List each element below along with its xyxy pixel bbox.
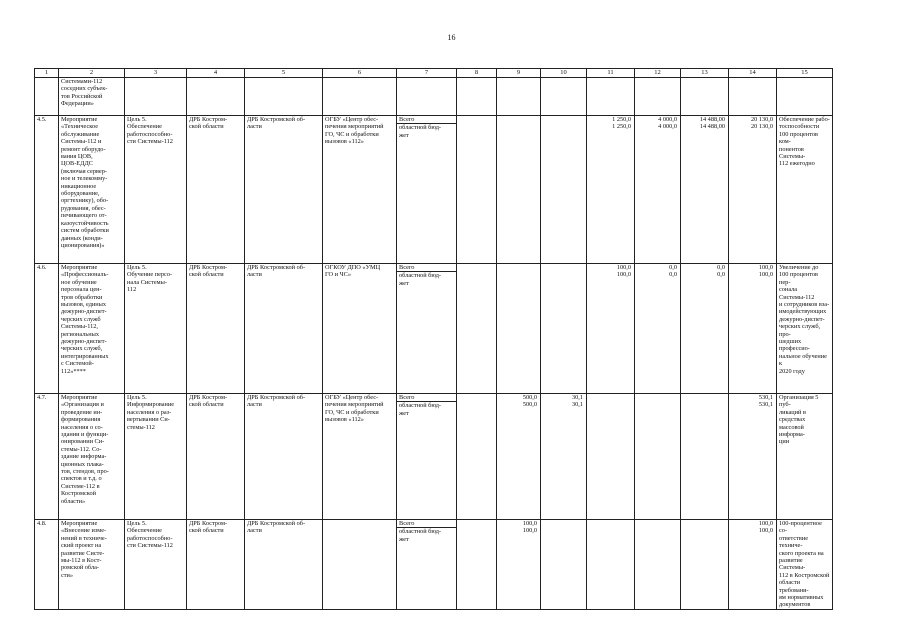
amount-col12 — [635, 520, 681, 610]
header-cell: 1 — [35, 69, 59, 78]
header-cell: 10 — [541, 69, 587, 78]
funding-source-regional: областной бюд- жет — [397, 401, 456, 417]
amount-col9-regional: 500,0 — [522, 401, 537, 409]
amount-col10-regional: 30,1 — [571, 401, 583, 409]
header-cell: 3 — [125, 69, 187, 78]
funding-source-cell — [397, 116, 457, 264]
funding-source-regional: областной бюд- жет — [397, 123, 456, 139]
amount-col8-total — [459, 116, 493, 123]
continuation-row — [35, 78, 833, 116]
amount-col8-total — [459, 520, 493, 527]
amount-col14-total: 100,0 — [758, 520, 773, 527]
amount-col9-regional: 100,0 — [522, 527, 537, 535]
amount-col14-regional: 100,0 — [758, 527, 773, 535]
funding-source-cell — [397, 520, 457, 610]
amount-col9-regional — [499, 271, 537, 278]
page-number: 16 — [447, 33, 456, 42]
amount-col8 — [457, 116, 497, 264]
amount-col10-total — [543, 264, 583, 271]
amount-col13-regional: 14 488,00 — [699, 123, 725, 131]
amount-col12-regional: 0,0 — [669, 271, 677, 279]
amount-col13 — [681, 116, 729, 264]
amount-col8-regional — [459, 123, 493, 130]
amount-col9 — [497, 520, 541, 610]
amount-col13-total: 14 488,00 — [699, 116, 725, 123]
amount-col12-total: 4 000,0 — [658, 116, 677, 123]
amount-col10 — [541, 116, 587, 264]
amount-col14-total: 20 130,0 — [750, 116, 773, 123]
amount-col8 — [457, 264, 497, 394]
amount-col14 — [729, 520, 777, 610]
amount-col12-total: 0,0 — [669, 264, 677, 271]
event-cell: Мероприятие «Техническое обслуживание Системы-112 и ремонт оборудо- вания ЦОВ, ЦОВ-ЕДДС (включая сервер- ное и телекомму- никационное оборудование, оргтехнику), обо- рудования, обес- печивающего от- казоустойчивость систем обработки данных (конди- ционирования)» — [59, 116, 125, 264]
responsible-cell: ДРБ Костром- ской области — [187, 394, 245, 520]
funding-source-total: Всего — [399, 394, 415, 401]
responsible-cell: ДРБ Костром- ской области — [187, 116, 245, 264]
amount-col8-total — [459, 264, 493, 271]
coexecutor-cell: ДРБ Костромской об- ласти — [245, 116, 323, 264]
amount-col9-total: 500,0 — [522, 394, 537, 401]
amount-col11-total — [589, 520, 631, 527]
amount-col10 — [541, 264, 587, 394]
amount-col9-total — [499, 116, 537, 123]
amount-col9-total — [499, 264, 537, 271]
amount-col11 — [587, 116, 635, 264]
amount-col13-total — [683, 394, 725, 401]
funding-source-total: Всего — [399, 116, 415, 123]
header-cell: 2 — [59, 69, 125, 78]
amount-col8-regional — [459, 527, 493, 534]
table-row — [35, 116, 833, 264]
header-row — [35, 69, 833, 78]
amount-col14-regional: 20 130,0 — [750, 123, 773, 131]
amount-col11 — [587, 264, 635, 394]
amount-col14-total: 530,1 — [758, 394, 773, 401]
event-cell: Мероприятие «Внесение изме- нений в техниче- ский проект на развитие Систе- мы-112 в Кост- ромской обла- сти» — [59, 520, 125, 610]
header-cell: 8 — [457, 69, 497, 78]
amount-col12-total — [637, 520, 677, 527]
responsible-cell: ДРБ Костром- ской области — [187, 264, 245, 394]
amount-col12-regional — [637, 527, 677, 534]
coexecutor-cell: ДРБ Костромской об- ласти — [245, 394, 323, 520]
funding-source-cell — [397, 264, 457, 394]
amount-col12 — [635, 264, 681, 394]
amount-col10 — [541, 520, 587, 610]
amount-col13 — [681, 520, 729, 610]
participant-cell: ОГКОУ ДПО «УМЦ ГО и ЧС» — [323, 264, 397, 394]
row-number: 4.7. — [35, 394, 59, 520]
header-cell: 13 — [681, 69, 729, 78]
amount-col10-regional — [543, 527, 583, 534]
amount-col8 — [457, 520, 497, 610]
header-cell: 9 — [497, 69, 541, 78]
participant-cell: ОГБУ «Центр обес- печения мероприятий ГО, ЧС и обработки вызовов «112» — [323, 116, 397, 264]
amount-col9 — [497, 394, 541, 520]
result-cell: Обеспечение рабо- тоспособности 100 процентов ком- понентов Системы- 112 ежегодно — [777, 116, 833, 264]
amount-col9-total: 100,0 — [522, 520, 537, 527]
amount-col11-total — [589, 394, 631, 401]
amount-col9-regional — [499, 123, 537, 130]
result-cell: Увеличение до 100 процентов пер- сонала Системы-112 и сотрудников вза- имодействующих дежурно-диспет- черских служб, про- шедших профессио- нальное обучение к 2020 году — [777, 264, 833, 394]
amount-col8 — [457, 394, 497, 520]
header-cell: 12 — [635, 69, 681, 78]
goal-cell: Цель 5. Обеспечение работоспособно- сти Системы-112 — [125, 520, 187, 610]
header-cell: 7 — [397, 69, 457, 78]
header-cell: 4 — [187, 69, 245, 78]
amount-col14-regional: 530,1 — [758, 401, 773, 409]
amount-col14 — [729, 264, 777, 394]
funding-source-regional: областной бюд- жет — [397, 271, 456, 287]
amount-col8-total — [459, 394, 493, 401]
event-cell: Мероприятие «Профессиональ- ное обучение персонала цен- тров обработки вызовов, единых дежурно-диспет- черских служб Системы-112, региональных дежурно-диспет- черских служб, интегрированных с Системой- 112»**** — [59, 264, 125, 394]
funding-source-total: Всего — [399, 520, 415, 527]
row-number: 4.8. — [35, 520, 59, 610]
participant-cell — [323, 520, 397, 610]
amount-col11-regional — [589, 401, 631, 408]
responsible-cell: ДРБ Костром- ской области — [187, 520, 245, 610]
amount-col12-regional: 4 000,0 — [658, 123, 677, 131]
amount-col13 — [681, 394, 729, 520]
amount-col14-total: 100,0 — [758, 264, 773, 271]
table-row — [35, 394, 833, 520]
amount-col10-total — [543, 116, 583, 123]
funding-source-total: Всего — [399, 264, 415, 271]
amount-col11 — [587, 394, 635, 520]
goal-cell: Цель 5. Обучение персо- нала Системы- 112 — [125, 264, 187, 394]
amount-col14 — [729, 116, 777, 264]
amount-col13-regional: 0,0 — [717, 271, 725, 279]
amount-col10-total — [543, 520, 583, 527]
goal-cell: Цель 5. Информирование населения о раз- вертывании Си- стемы-112 — [125, 394, 187, 520]
event-cell: Мероприятие «Организация и проведение ин- формирования населения о со- здании и функци- онировании Си- стемы-112. Со- здание информа- ционных плака- тов, стендов, про- спектов и т.д. о Системе-112 в Костромской области» — [59, 394, 125, 520]
amount-col11-regional: 1 250,0 — [612, 123, 631, 131]
amount-col12 — [635, 394, 681, 520]
amount-col9 — [497, 264, 541, 394]
table-row — [35, 520, 833, 610]
amount-col11-regional: 100,0 — [616, 271, 631, 279]
amount-col8-regional — [459, 401, 493, 408]
amount-col11 — [587, 520, 635, 610]
funding-source-cell — [397, 394, 457, 520]
participant-cell: ОГБУ «Центр обес- печения мероприятий ГО, ЧС и обработки вызовов «112» — [323, 394, 397, 520]
header-cell: 14 — [729, 69, 777, 78]
program-table — [34, 68, 833, 610]
funding-source-regional: областной бюд- жет — [397, 527, 456, 543]
amount-col11-regional — [589, 527, 631, 534]
amount-col14-regional: 100,0 — [758, 271, 773, 279]
result-cell: Организация 5 пуб- ликаций в средствах массовой информа- ции — [777, 394, 833, 520]
amount-col13 — [681, 264, 729, 394]
amount-col14 — [729, 394, 777, 520]
header-cell: 11 — [587, 69, 635, 78]
header-cell: 6 — [323, 69, 397, 78]
result-cell: 100-процентное со- ответствие техниче- ского проекта на развитие Системы- 112 в Костромской области требовани- ям нормативных документов — [777, 520, 833, 610]
amount-col11-total: 100,0 — [616, 264, 631, 271]
amount-col10-regional — [543, 271, 583, 278]
amount-col10 — [541, 394, 587, 520]
table-row — [35, 264, 833, 394]
amount-col13-total: 0,0 — [717, 264, 725, 271]
amount-col13-regional — [683, 527, 725, 534]
amount-col12 — [635, 116, 681, 264]
coexecutor-cell: ДРБ Костромской об- ласти — [245, 264, 323, 394]
row-number: 4.6. — [35, 264, 59, 394]
amount-col10-total: 30,1 — [571, 394, 583, 401]
amount-col9 — [497, 116, 541, 264]
amount-col12-regional — [637, 401, 677, 408]
goal-cell: Цель 5. Обеспечение работоспособно- сти Системы-112 — [125, 116, 187, 264]
amount-col8-regional — [459, 271, 493, 278]
amount-col11-total: 1 250,0 — [612, 116, 631, 123]
header-cell: 5 — [245, 69, 323, 78]
amount-col12-total — [637, 394, 677, 401]
amount-col13-total — [683, 520, 725, 527]
amount-col13-regional — [683, 401, 725, 408]
coexecutor-cell: ДРБ Костромской об- ласти — [245, 520, 323, 610]
header-cell: 15 — [777, 69, 833, 78]
event-cell: Системами-112 соседних субъек- тов Российской Федерации» — [59, 78, 125, 116]
amount-col10-regional — [543, 123, 583, 130]
row-number: 4.5. — [35, 116, 59, 264]
